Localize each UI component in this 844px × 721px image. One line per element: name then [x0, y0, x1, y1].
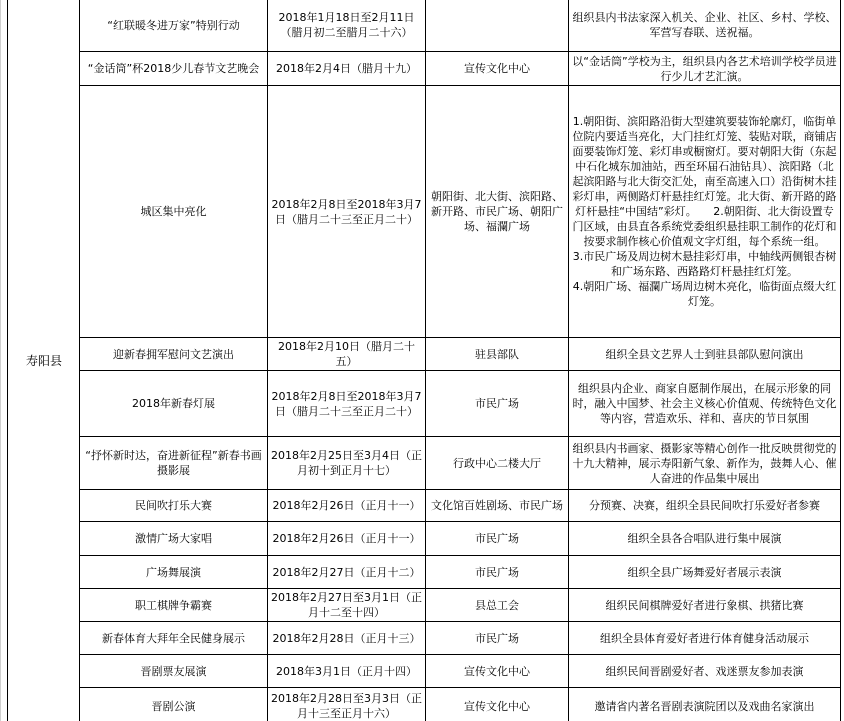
table-row [1, 371, 841, 437]
activity-content: 邀请省内著名晋剧表演院团以及戏曲名家演出 [569, 688, 841, 721]
activity-name: 城区集中亮化 [80, 86, 268, 338]
table-row [1, 522, 841, 556]
activity-place: 宣传文化中心 [426, 52, 569, 86]
activity-content: 组织全县体育爱好者进行体育健身活动展示 [569, 622, 841, 655]
table-row [1, 688, 841, 721]
activity-content: 组织县内企业、商家自愿制作展出，在展示形象的同时，融入中国梦、社会主义核心价值观、传统特色文化等内容，营造欢乐、祥和、喜庆的节日氛围 [569, 371, 841, 437]
activity-content: 组织全县文艺界人士到驻县部队慰问演出 [569, 338, 841, 371]
table-row [1, 0, 841, 52]
activity-time: 2018年2月28日（正月十三） [268, 622, 426, 655]
table-row [1, 86, 841, 338]
activity-time: 2018年2月26日（正月十一） [268, 522, 426, 556]
county-cell: 寿阳县 [8, 0, 80, 721]
activity-time: 2018年2月26日（正月十一） [268, 490, 426, 522]
activity-name: 广场舞展演 [80, 556, 268, 589]
table-row [1, 622, 841, 655]
activity-name: “红联暖冬进万家”特别行动 [80, 0, 268, 52]
activity-content: 以“金话筒”学校为主，组织县内各艺术培训学校学员进行少儿才艺汇演。 [569, 52, 841, 86]
activity-place: 行政中心二楼大厅 [426, 437, 569, 490]
activity-time: 2018年2月8日至2018年3月7日（腊月二十三至正月二十） [268, 371, 426, 437]
activity-name: 晋剧公演 [80, 688, 268, 721]
activity-content: 1.朝阳街、滨阳路沿街大型建筑要装饰轮廓灯，临街单位院内要适当亮化，大门挂红灯笼、装贴对联，商铺店面要装饰灯笼、彩灯串或橱窗灯。要对朝阳大街（东起中石化城东加油站，西至环届石油钻具）、滨阳路（北起滨阳路与北大街交汇处，南至高速入口）沿街树木挂彩灯串，两侧路灯杆悬挂红灯笼。北大街、新开路的路灯杆悬挂“中国结”彩灯。 2.朝阳街、北大街设置专门区域，由县直各系统党委组织悬挂职工制作的花灯和按要求制作核心价值观文字灯组，每个系统一组。 3.市民广场及周边树木悬挂彩灯串，中轴线两侧银杏树和广场东路、西路路灯杆悬挂红灯笼。 4.朝阳广场、福瀾广场周边树木亮化，临街面点缀大红灯笼。 [569, 86, 841, 338]
activity-name: “金话筒”杯2018少儿春节文艺晚会 [80, 52, 268, 86]
table-row [1, 52, 841, 86]
activity-content: 分预赛、决赛，组织全县民间吹打乐爱好者参赛 [569, 490, 841, 522]
activity-place: 县总工会 [426, 589, 569, 622]
activity-time: 2018年1月18日至2月11日（腊月初二至腊月二十六） [268, 0, 426, 52]
table-row [1, 655, 841, 688]
activity-name: 职工棋牌争霸赛 [80, 589, 268, 622]
activity-place: 宣传文化中心 [426, 655, 569, 688]
activity-name: 迎新春拥军慰问文艺演出 [80, 338, 268, 371]
activity-time: 2018年2月8日至2018年3月7日（腊月二十三至正月二十） [268, 86, 426, 338]
activity-time: 2018年2月27日（正月十二） [268, 556, 426, 589]
activity-place [426, 0, 569, 52]
activity-content: 组织县内书画家、摄影家等精心创作一批反映贯彻党的十九大精神，展示寿阳新气象、新作为，鼓舞人心、催人奋进的作品集中展出 [569, 437, 841, 490]
table-row [1, 490, 841, 522]
activity-place: 文化馆百姓剧场、市民广场 [426, 490, 569, 522]
activity-place: 驻县部队 [426, 338, 569, 371]
table-row [1, 589, 841, 622]
activity-time: 2018年3月1日（正月十四） [268, 655, 426, 688]
activity-time: 2018年2月10日（腊月二十五） [268, 338, 426, 371]
activity-place: 市民广场 [426, 556, 569, 589]
activity-content: 组织县内书法家深入机关、企业、社区、乡村、学校、军营写春联、送祝福。 [569, 0, 841, 52]
activity-time: 2018年2月27日至3月1日（正月十二至十四） [268, 589, 426, 622]
table-row [1, 338, 841, 371]
row-header-strip [1, 0, 8, 721]
activity-place: 市民广场 [426, 522, 569, 556]
table-row [1, 437, 841, 490]
activity-name: 晋剧票友展演 [80, 655, 268, 688]
activity-content: 组织全县广场舞爱好者展示表演 [569, 556, 841, 589]
activity-place: 宣传文化中心 [426, 688, 569, 721]
activity-name: 2018年新春灯展 [80, 371, 268, 437]
table-row [1, 556, 841, 589]
activity-name: “抒怀新时达，奋进新征程”新春书画摄影展 [80, 437, 268, 490]
activity-name: 民间吹打乐大赛 [80, 490, 268, 522]
activity-name: 激情广场大家唱 [80, 522, 268, 556]
activity-name: 新春体育大拜年全民健身展示 [80, 622, 268, 655]
activity-place: 市民广场 [426, 622, 569, 655]
activity-time: 2018年2月28日至3月3日（正月十三至正月十六） [268, 688, 426, 721]
activity-content: 组织民间晋剧爱好者、戏迷票友参加表演 [569, 655, 841, 688]
activity-place: 朝阳街、北大街、滨阳路、新开路、市民广场、朝阳广场、福瀾广场 [426, 86, 569, 338]
activity-content: 组织全县各合唱队进行集中展演 [569, 522, 841, 556]
activity-time: 2018年2月4日（腊月十九） [268, 52, 426, 86]
activity-time: 2018年2月25日至3月4日（正月初十到正月十七） [268, 437, 426, 490]
activity-place: 市民广场 [426, 371, 569, 437]
activity-content: 组织民间棋牌爱好者进行象棋、拱猪比赛 [569, 589, 841, 622]
